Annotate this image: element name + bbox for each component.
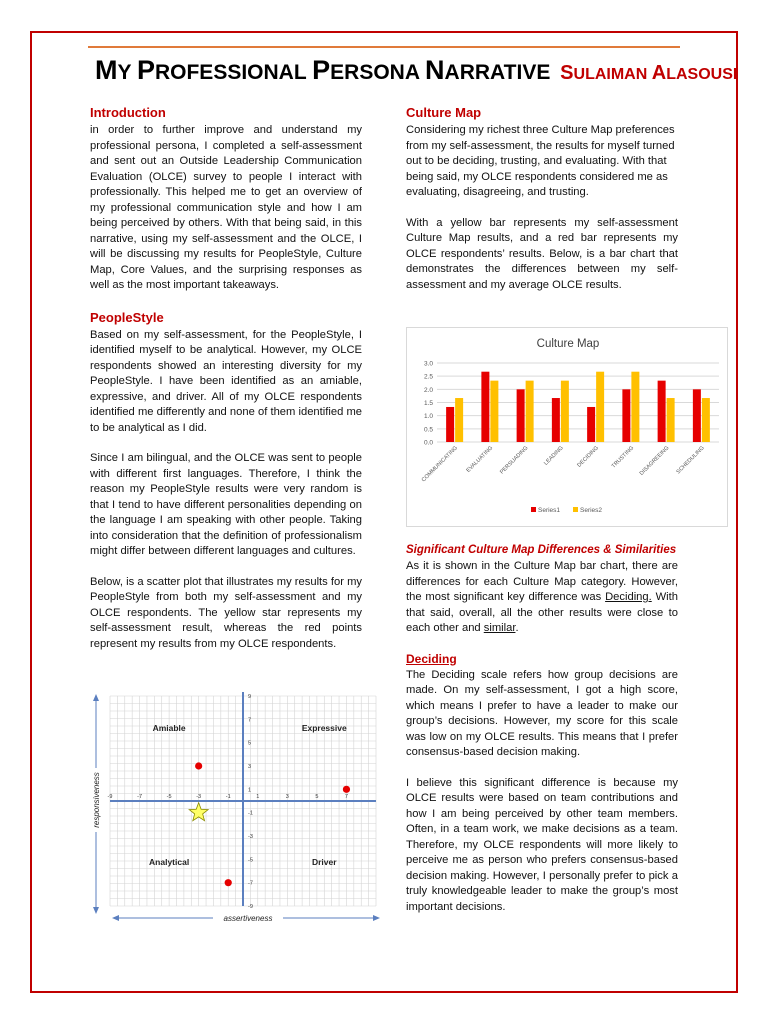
deciding-heading: Deciding bbox=[406, 651, 457, 666]
x-tick-label: 7 bbox=[344, 794, 348, 800]
x-tick-label: PERSUADING bbox=[499, 445, 530, 476]
x-arrow-head-left bbox=[112, 915, 119, 921]
x-tick-label: -1 bbox=[225, 794, 231, 800]
quadrant-label-amiable: Amiable bbox=[152, 723, 186, 733]
intro-heading: Introduction bbox=[90, 105, 166, 120]
peoplestyle-p3: Below, is a scatter plot that illustrates my results for my PeopleStyle from both my self-assessment and my OLCE respondents. The yellow star represents my self-assessment result, whereas the red points represent my results from my OLCE respondents. bbox=[90, 575, 362, 650]
intro-text: in order to further improve and understand my professional persona, I completed a self-assessment and sent out an Outside Leadership Communication Evaluation (OLCE) survey to people I interact with professionally. This helped me to get an overview of my professional communication style and how I am being perceived by others. With that being said, in this narrative, using my self-assessment and the OLCE, I will be discussing my results for PeopleStyle, Culture Map, Core Values, and the surprising responses as well as the most important takeaways. bbox=[90, 124, 362, 291]
x-tick-label: LEADING bbox=[543, 445, 565, 467]
title-rest-4: ARRATIVE bbox=[444, 61, 551, 84]
peoplestyle-p1: Based on my self-assessment, for the PeopleStyle, I identified myself to be analytical. However, my OLCE respondents showed an interesting diversity for my PeopleStyle. I have been identified as an amiable, expressive, and driver. All of my OLCE respondents identified me differently and none of them identified me to be analytical as I did. bbox=[90, 328, 362, 434]
chart-title: Culture Map bbox=[536, 338, 600, 350]
quadrant-label-expressive: Expressive bbox=[301, 723, 347, 733]
bar-series2-deciding bbox=[596, 372, 604, 442]
bar-series1-scheduling bbox=[693, 389, 701, 442]
title-initial-1: M bbox=[95, 55, 118, 85]
title-rest-3: ERSONA bbox=[330, 61, 426, 84]
x-tick-label: -7 bbox=[137, 794, 143, 800]
bar-series2-evaluating bbox=[490, 381, 498, 442]
page-title bbox=[95, 55, 738, 86]
sig-similar: similar bbox=[483, 622, 516, 634]
legend-label-series1: Series1 bbox=[538, 507, 561, 514]
deciding-p2: I believe this significant difference is because my OLCE results were based on team contributions and how I am being perceived by other team members. Often, in a team work, we make decisions as a team. Therefore, my OLCE respondents will more likely to perceive me as person who prefers consensus-based decision making. However, I personally prefer to pick a truly knowledgeable leader to make the group’s most important decisions. bbox=[406, 776, 678, 913]
sig-heading: Significant Culture Map Differences & Similarities bbox=[406, 544, 677, 556]
olce-point-3 bbox=[225, 879, 232, 886]
sig-text-2: With that said, overall, all the other results were close to each other and bbox=[406, 591, 678, 634]
bar-series2-leading bbox=[561, 381, 569, 442]
sig-text bbox=[406, 559, 678, 637]
x-tick-label: 1 bbox=[256, 794, 260, 800]
y-tick-label: 0.0 bbox=[423, 439, 433, 447]
quadrant-label-analytical: Analytical bbox=[149, 857, 190, 868]
x-tick-label: EVALUATING bbox=[465, 445, 495, 474]
y-tick-label: 3.0 bbox=[423, 360, 433, 368]
peoplestyle-p2: Since I am bilingual, and the OLCE was sent to people with different first languages. Therefore, I think the reason my PeopleStyle results were very random is that I tend to have different personalities depending on the language I am speaking with other people. Taking into consideration that the definition of professionalism might differ between different languages and cultures. bbox=[90, 452, 362, 557]
title-main bbox=[95, 55, 556, 85]
x-tick-label: DISAGREEING bbox=[638, 445, 671, 477]
left-column bbox=[90, 105, 362, 652]
y-arrow-head-bottom bbox=[93, 907, 99, 914]
right-column-top bbox=[406, 105, 678, 293]
title-initial-4: N bbox=[425, 55, 445, 85]
y-tick-label: -1 bbox=[248, 810, 253, 817]
y-tick-label: -3 bbox=[248, 834, 253, 840]
peoplestyle-heading: PeopleStyle bbox=[90, 309, 164, 325]
bar-series2-trusting bbox=[631, 372, 639, 442]
legend-swatch-series2 bbox=[573, 507, 578, 512]
olce-point-2 bbox=[343, 786, 350, 793]
author-rest-2: LASOUSI bbox=[666, 66, 738, 83]
peoplestyle-scatter-svg bbox=[86, 688, 386, 928]
sig-text-1: As it is shown in the Culture Map bar chart, there are differences for each Culture Map category. However, the most significant key difference was bbox=[406, 560, 678, 603]
deciding-p1: The Deciding scale refers how group decisions are made. On my self-assessment, I got a high score, which means I prefer to have a leader to make our group’s decisions. However, my score for this scale was low on my OLCE results. This means that I prefer consensus-based decision making. bbox=[406, 668, 678, 758]
peoplestyle-scatter bbox=[86, 688, 386, 928]
title-rest-1: Y bbox=[117, 61, 137, 84]
y-tick-label: 2.5 bbox=[423, 373, 433, 381]
title-rule bbox=[88, 46, 680, 48]
bar-series1-disagreeing bbox=[658, 381, 666, 442]
bar-series1-communicating bbox=[446, 407, 454, 442]
y-tick-label: 9 bbox=[248, 694, 252, 700]
author-initial-1: S bbox=[560, 62, 574, 84]
bar-series2-communicating bbox=[455, 398, 463, 442]
sig-deciding: Deciding. bbox=[605, 591, 652, 603]
x-tick-label: 5 bbox=[315, 794, 319, 800]
y-tick-label: 2.0 bbox=[423, 386, 433, 394]
x-tick-label: SCHEDULING bbox=[675, 445, 706, 476]
culture-p1: Considering my richest three Culture Map preferences from my self-assessment, the results for myself turned out to be deciding, trusting, and evaluating. With that being said, my OLCE respondents considered me as evaluating, disagreeing, and trusting. bbox=[406, 124, 675, 198]
legend-swatch-series1 bbox=[531, 507, 536, 512]
x-tick-label: COMMUNICATING bbox=[420, 445, 460, 484]
olce-point-1 bbox=[195, 762, 202, 769]
author-initial-2: A bbox=[651, 62, 667, 84]
x-tick-label: 3 bbox=[285, 794, 289, 800]
bar-series1-deciding bbox=[587, 407, 595, 442]
y-tick-label: -7 bbox=[248, 880, 253, 887]
x-tick-label: -3 bbox=[196, 794, 202, 800]
legend-label-series2: Series2 bbox=[580, 507, 603, 514]
y-arrow-head-top bbox=[93, 694, 99, 701]
y-tick-label: 1 bbox=[248, 787, 252, 794]
sig-text-3: . bbox=[515, 622, 519, 634]
x-tick-label: TRUSTING bbox=[610, 445, 636, 470]
y-axis-label: responsiveness bbox=[92, 772, 101, 828]
title-rest-2: ROFESSIONAL bbox=[154, 61, 313, 84]
bar-series1-persuading bbox=[517, 389, 525, 442]
x-tick-label: DECIDING bbox=[576, 445, 601, 469]
y-tick-label: -5 bbox=[248, 857, 253, 864]
x-axis-label: assertiveness bbox=[223, 914, 273, 923]
bar-series1-leading bbox=[552, 398, 560, 442]
title-author bbox=[560, 62, 738, 84]
y-tick-label: 0.5 bbox=[423, 426, 433, 434]
quadrant-label-driver: Driver bbox=[311, 857, 337, 868]
culture-p2: With a yellow bar represents my self-assessment Culture Map results, and a red bar represents my OLCE respondents’ results. Below, is a bar chart that demonstrates the differences between my self-assessment and my average OLCE results. bbox=[406, 216, 678, 291]
x-tick-label: -5 bbox=[166, 794, 172, 800]
y-tick-label: 3 bbox=[248, 764, 252, 770]
y-tick-label: 5 bbox=[248, 740, 252, 747]
author-rest-1: ULAIMAN bbox=[573, 66, 652, 83]
bar-series2-scheduling bbox=[702, 398, 710, 442]
bar-series1-evaluating bbox=[481, 372, 489, 442]
bar-series1-trusting bbox=[622, 389, 630, 442]
x-tick-label: -9 bbox=[107, 794, 113, 800]
y-tick-label: -9 bbox=[248, 904, 253, 910]
x-arrow-head-right bbox=[373, 915, 380, 921]
bar-series2-persuading bbox=[526, 381, 534, 442]
culture-map-svg bbox=[407, 328, 729, 528]
y-tick-label: 1.5 bbox=[423, 400, 433, 407]
title-initial-3: P bbox=[312, 55, 331, 85]
culture-heading: Culture Map bbox=[406, 105, 482, 120]
culture-map-chart bbox=[406, 327, 728, 527]
bar-series2-disagreeing bbox=[667, 398, 675, 442]
y-tick-label: 1.0 bbox=[423, 413, 433, 421]
title-initial-2: P bbox=[136, 55, 155, 85]
right-column-bottom bbox=[406, 543, 678, 915]
y-tick-label: 7 bbox=[248, 717, 252, 724]
